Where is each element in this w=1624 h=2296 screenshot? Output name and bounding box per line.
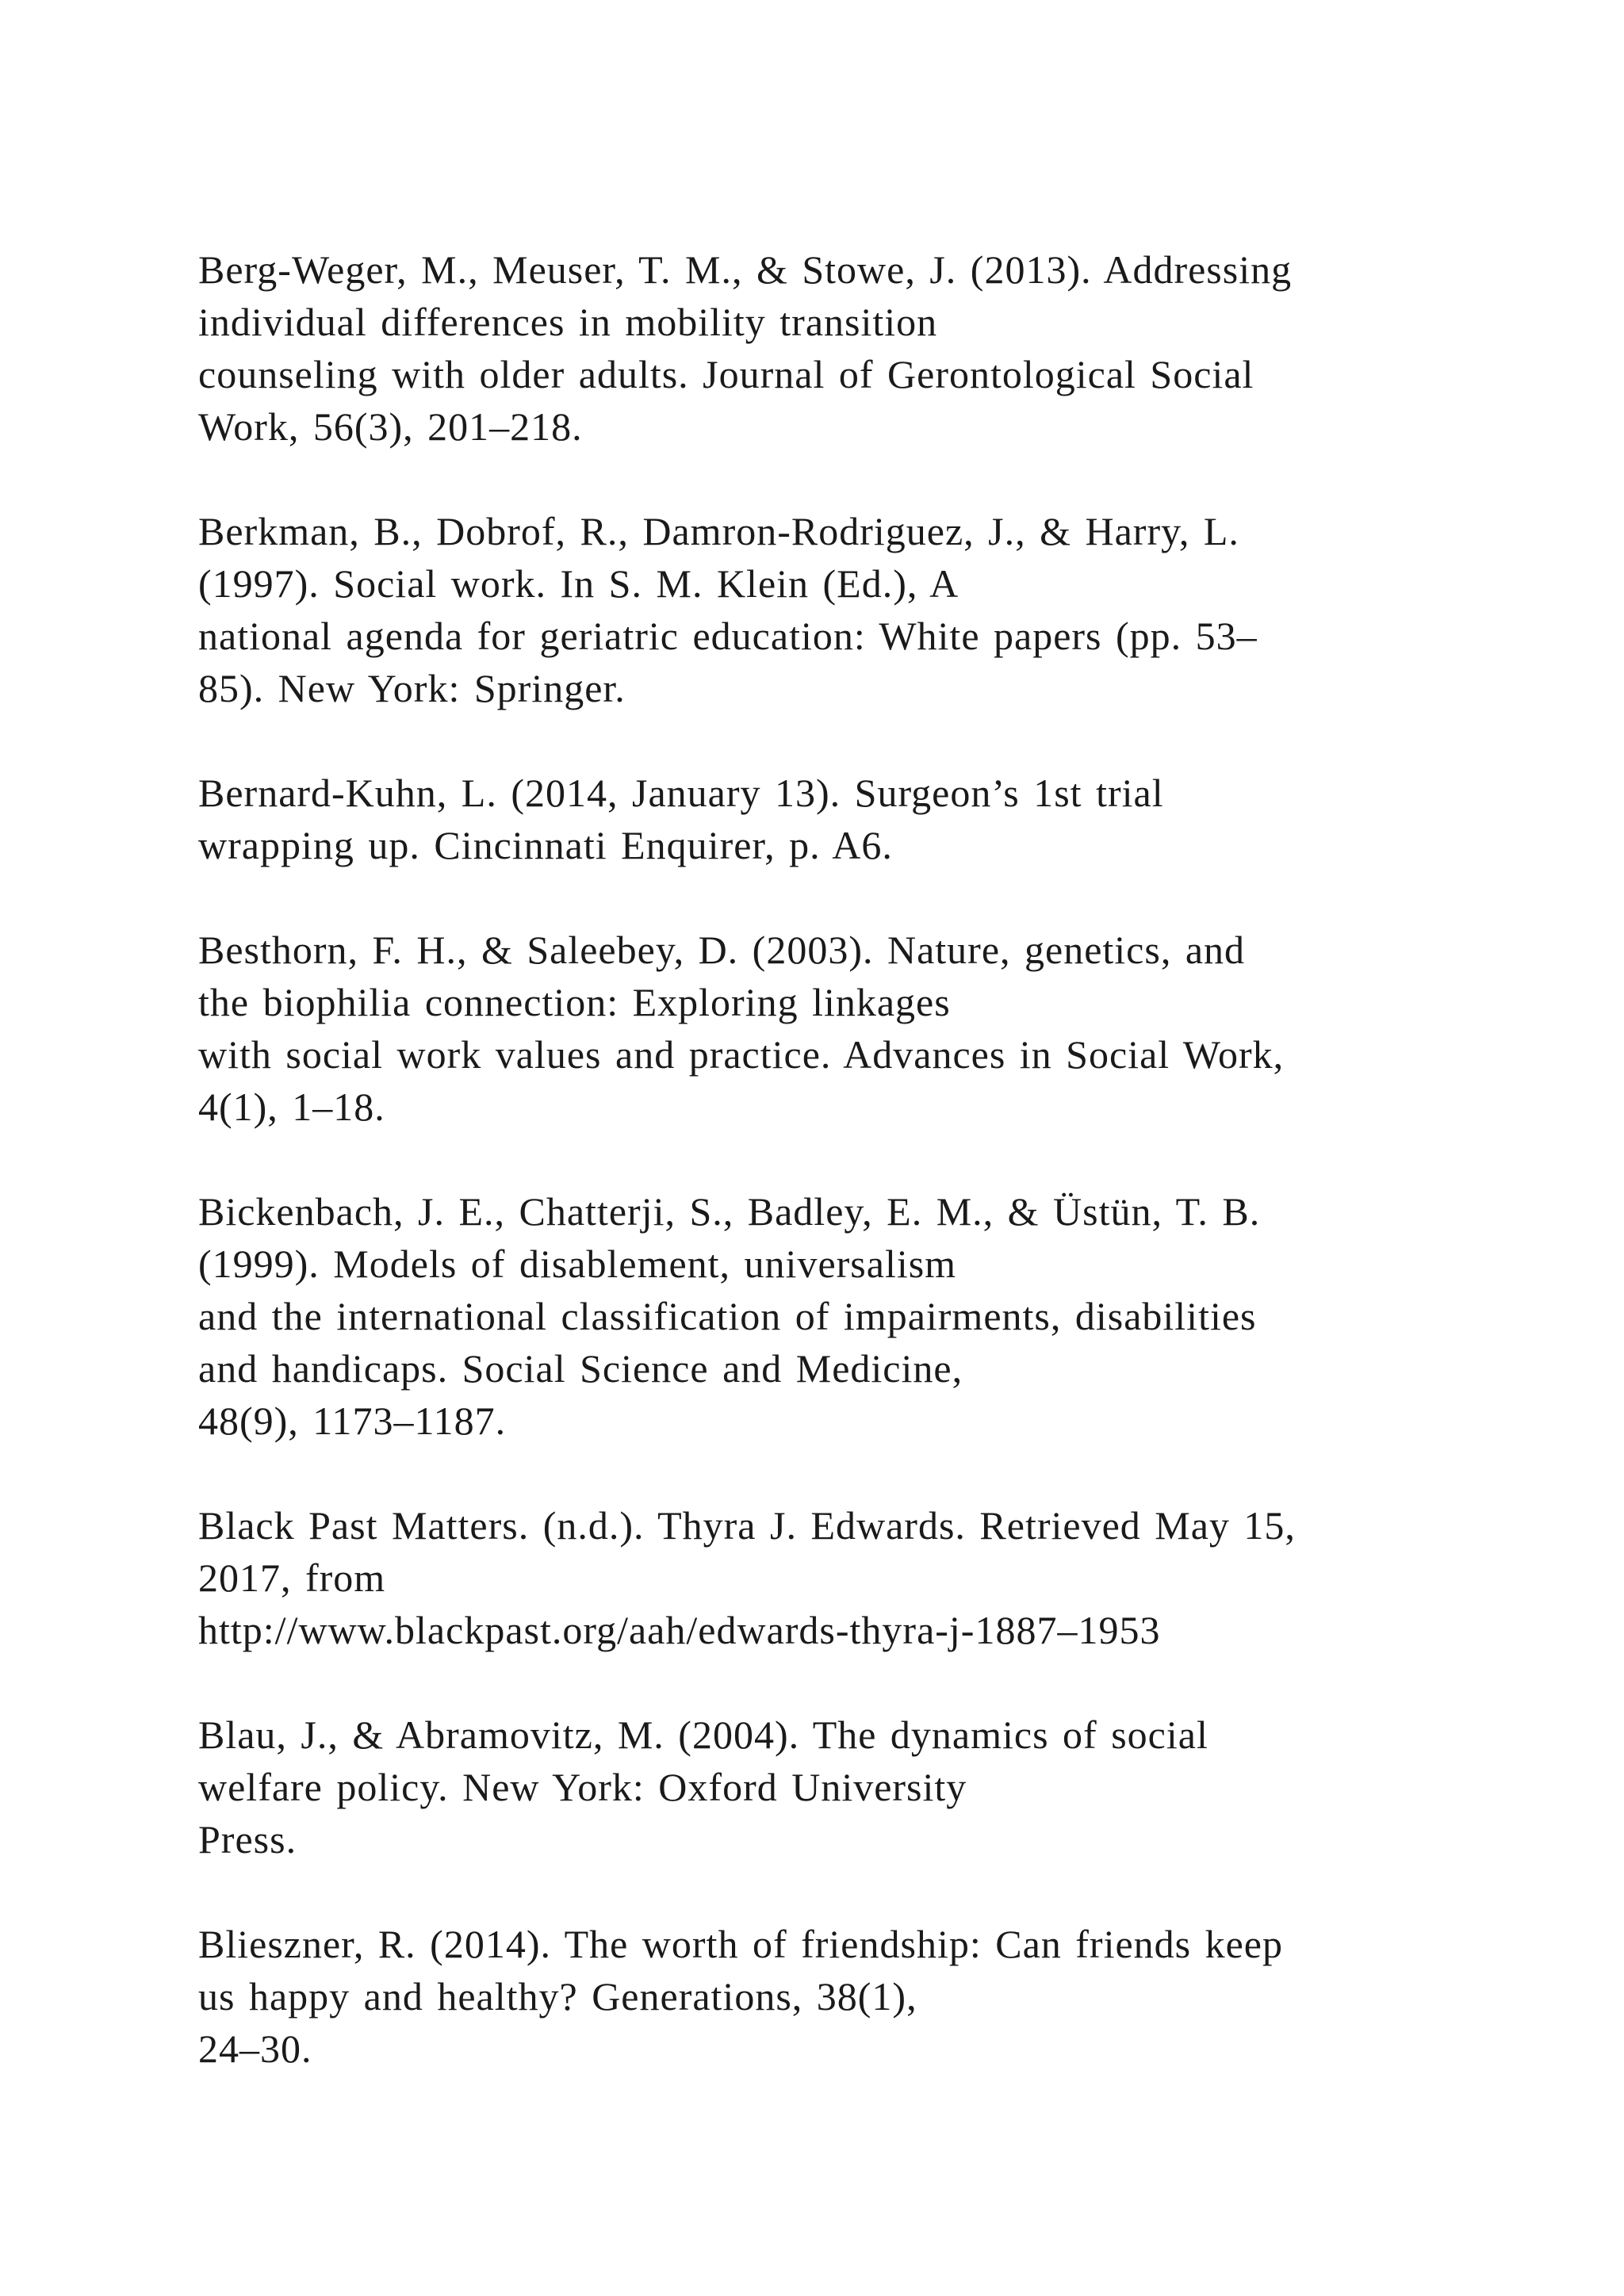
- reference-entry-berg-weger: [198, 243, 1499, 453]
- reference-line: Bickenbach, J. E., Chatterji, S., Badley, E. M., & Üstün, T. B.: [198, 1189, 1261, 1234]
- reference-line: 2017, from: [198, 1556, 386, 1600]
- reference-line: Besthorn, F. H., & Saleebey, D. (2003). Nature, genetics, and: [198, 928, 1246, 972]
- reference-entry-blau: [198, 1709, 1499, 1866]
- reference-line: Berkman, B., Dobrof, R., Damron-Rodriguez, J., & Harry, L.: [198, 509, 1239, 553]
- reference-line: Bernard-Kuhn, L. (2014, January 13). Surgeon’s 1st trial: [198, 771, 1164, 815]
- reference-line: 24–30.: [198, 2026, 312, 2071]
- reference-line: and handicaps. Social Science and Medicine,: [198, 1346, 963, 1391]
- reference-line: and the international classification of impairments, disabilities: [198, 1294, 1257, 1338]
- reference-entry-berkman: [198, 505, 1499, 714]
- reference-line: Work, 56(3), 201–218.: [198, 404, 583, 449]
- reference-entry-bickenbach: [198, 1185, 1499, 1447]
- reference-line: individual differences in mobility transition: [198, 300, 938, 344]
- reference-entry-besthorn: [198, 924, 1499, 1133]
- reference-line: (1999). Models of disablement, universalism: [198, 1242, 957, 1286]
- reference-line: Blieszner, R. (2014). The worth of friendship: Can friends keep: [198, 1922, 1283, 1966]
- reference-line: us happy and healthy? Generations, 38(1),: [198, 1974, 917, 2019]
- reference-entry-black-past: [198, 1499, 1499, 1656]
- reference-line: 4(1), 1–18.: [198, 1085, 385, 1129]
- reference-line: 48(9), 1173–1187.: [198, 1399, 507, 1443]
- reference-line: Blau, J., & Abramovitz, M. (2004). The dynamics of social: [198, 1712, 1208, 1757]
- reference-line: counseling with older adults. Journal of Gerontological Social: [198, 352, 1254, 396]
- reference-line: welfare policy. New York: Oxford University: [198, 1765, 967, 1809]
- reference-list: [198, 243, 1499, 2127]
- reference-line: (1997). Social work. In S. M. Klein (Ed.), A: [198, 561, 959, 606]
- reference-line: Black Past Matters. (n.d.). Thyra J. Edwards. Retrieved May 15,: [198, 1503, 1296, 1548]
- reference-line: with social work values and practice. Advances in Social Work,: [198, 1032, 1285, 1077]
- reference-line: national agenda for geriatric education: White papers (pp. 53–: [198, 614, 1258, 658]
- reference-line: Press.: [198, 1817, 297, 1862]
- reference-entry-bernard-kuhn: [198, 767, 1499, 871]
- reference-line: the biophilia connection: Exploring linkages: [198, 980, 951, 1024]
- reference-line: Berg-Weger, M., Meuser, T. M., & Stowe, J. (2013). Addressing: [198, 247, 1293, 292]
- reference-line: 85). New York: Springer.: [198, 666, 626, 710]
- reference-entry-blieszner: [198, 1918, 1499, 2075]
- reference-url: http://www.blackpast.org/aah/edwards-thyra-j-1887–1953: [198, 1608, 1161, 1652]
- reference-line: wrapping up. Cincinnati Enquirer, p. A6.: [198, 823, 893, 867]
